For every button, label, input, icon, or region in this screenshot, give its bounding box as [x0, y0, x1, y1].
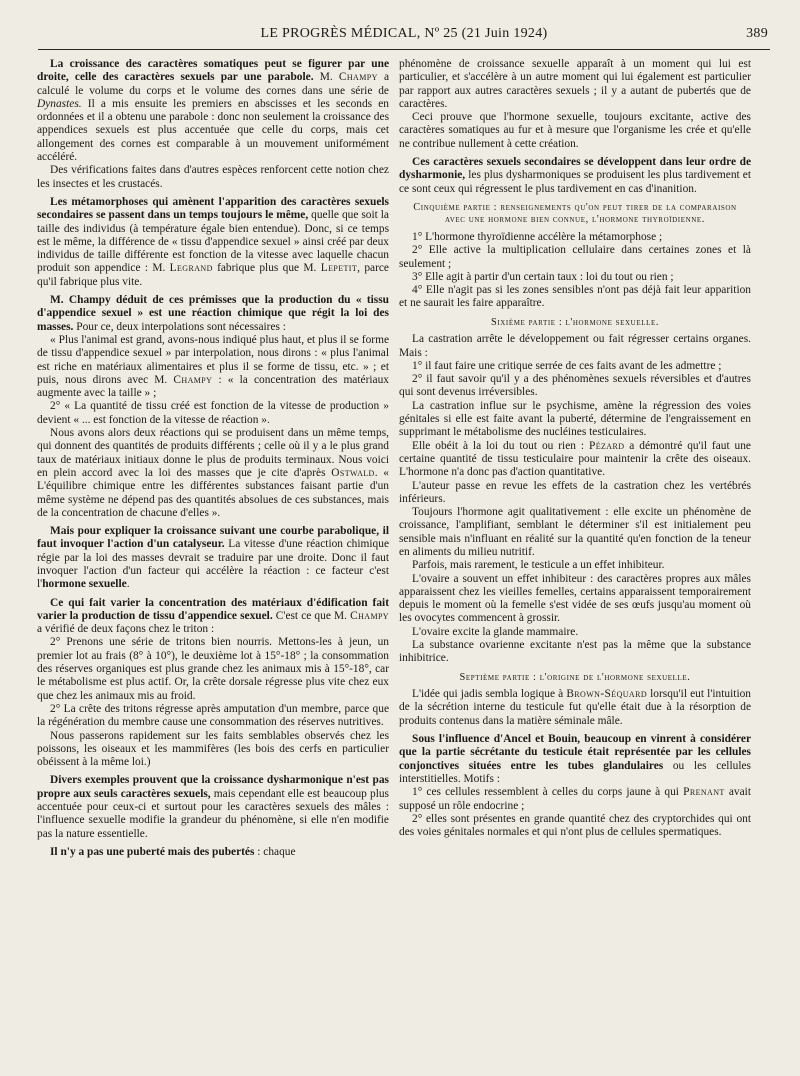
list-item: 2° elles sont présentes en grande quantité chez des cryptorchides qui ont des voies génitales normales et qui n'ont plus de cellules spermatiques. — [399, 812, 751, 839]
list-item: 4° Elle n'agit pas si les zones sensibles n'ont pas déjà fait leur apparition et ne saurait les faire apparaître. — [399, 284, 751, 310]
paragraph: 2° « La quantité de tissu créé est fonction de la vitesse de production » devient « ... est fonction de la vitesse de réaction ». — [37, 400, 389, 426]
section-heading: Sixième partie : l'hormone sexuelle. — [490, 316, 660, 328]
left-column — [37, 58, 389, 859]
paragraph: Sous l'influence d'Ancel et Bouin, beaucoup en vinrent à considérer que la partie sécrétante du testicule était représentée par les cellules conjonctives situées entre les tubes glandulaires ou les cellules interstitielles. Motifs : — [399, 733, 751, 785]
list-item: 1° L'hormone thyroïdienne accélère la métamorphose ; — [412, 230, 663, 243]
paragraph: Les métamorphoses qui amènent l'apparition des caractères sexuels secondaires se passent dans un temps toujours le même, quelle que soit la taille des individus (à température égale bien entendue). Donc, si ce temps est le même, la différence de « tissu d'appendice sexuel » ainsi créé par deux individus de taille différente est fonction de la vitesse avec laquelle chacun produit son appendice : M. Legrand fabrique plus que M. Lepetit, parce qu'il fabrique plus vite. — [37, 195, 389, 288]
paragraph: La castration influe sur le psychisme, amène la régression des voies génitales si elle est faite avant la puberté, détermine de l'engraissement en supprimant le métabolisme des nucléines testiculaires. — [399, 399, 751, 439]
paragraph: Nous passerons rapidement sur les faits semblables observés chez les poissons, les oiseaux et les mammifères (les bois des cerfs en particulier obéissent à la même loi.) — [37, 729, 389, 769]
paragraph: L'auteur passe en revue les effets de la castration chez les vertébrés inférieurs. — [399, 479, 751, 505]
paragraph: Elle obéit à la loi du tout ou rien : Pézard a démontré qu'il faut une certaine quantité de tissu testiculaire pour maintenir la crête des oiseaux. L'hormone n'a donc pas d'action quantitative. — [399, 439, 751, 479]
paragraph: L'ovaire excite la glande mammaire. — [412, 625, 579, 638]
paragraph: La castration arrête le développement ou fait régresser certains organes. Mais : — [399, 333, 751, 359]
section-heading: Septième partie : l'origine de l'hormone sexuelle. — [459, 671, 691, 683]
running-header — [38, 26, 770, 46]
paragraph: 2° Prenons une série de tritons bien nourris. Mettons-les à jeun, un premier lot au frais (8° à 10°), le deuxième lot à 15°-18° ; la consommation des réserves organiques est plus grande chez les animaux mis à 15°-18°, car le métabolisme est plus actif. Or, la crête dorsale régresse plus vite chez eux que chez les animaux mis au froid. — [37, 636, 389, 702]
paragraph: Ce qui fait varier la concentration des matériaux d'édification fait varier la production de tissu d'appendice sexuel. C'est ce que M. Champy a vérifié de deux façons chez le triton : — [37, 596, 389, 636]
paragraph: M. Champy déduit de ces prémisses que la production du « tissu d'appendice sexuel » est une réaction chimique que régit la loi des masses. Pour ce, deux interpolations sont nécessaires : — [37, 294, 389, 333]
list-item: 1° il faut faire une critique serrée de ces faits avant de les admettre ; — [412, 359, 722, 372]
list-item: 3° Elle agit à partir d'un certain taux : loi du tout ou rien ; — [412, 270, 674, 283]
paragraph: La croissance des caractères somatiques peut se figurer par une droite, celle des caractères sexuels par une parabole. M. Champy a calculé le volume du corps et le volume des cornes dans une série de Dynastes. Il a mis ensuite les premiers en abscisses et les seconds en ordonnées et il a obtenu une parabole : donc non seulement la croissance des appendices sexuels est plus accentuée que celle du corps, mais cet allongement des cornes est comparable à un mouvement uniformément accéléré. — [37, 58, 389, 164]
header-rule — [38, 49, 770, 50]
page-number: 389 — [746, 26, 768, 41]
paragraph: Parfois, mais rarement, le testicule a un effet inhibiteur. — [412, 559, 665, 572]
paragraph: Mais pour expliquer la croissance suivant une courbe parabolique, il faut invoquer l'action d'un catalyseur. La vitesse d'une réaction chimique régie par la loi des masses devrait se traduire par une droite. Donc il faut invoquer l'action d'un facteur qui accélère la réaction : ce facteur c'est l'hormone sexuelle. — [37, 525, 390, 591]
paragraph: Il n'y a pas une puberté mais des pubertés : chaque — [50, 845, 296, 858]
paragraph: Ces caractères sexuels secondaires se développent dans leur ordre de dysharmonie, les plus dysharmoniques se produisent les plus tardivement et ce sont ceux qui régressent le plus tardivement en cas d'inanition. — [399, 156, 751, 195]
right-column — [399, 58, 751, 839]
paragraph: phénomène de croissance sexuelle apparaît à un moment qui lui est particulier, et s'accélère à un autre moment qui lui également est particulier par rapport aux autres caractères sexuels ; il y a autant de pubertés que de caractères. — [399, 58, 751, 110]
list-item: 1° ces cellules ressemblent à celles du corps jaune à qui Prenant avait supposé un rôle endocrine ; — [399, 786, 752, 812]
paragraph: La substance ovarienne excitante n'est pas la même que la substance inhibitrice. — [399, 639, 751, 665]
list-item: 2° Elle active la multiplication cellulaire dans certaines zones et là seulement ; — [399, 244, 751, 270]
list-item: 2° il faut savoir qu'il y a des phénomènes sexuels réversibles et d'autres qui sont devenus irréversibles. — [399, 373, 751, 399]
section-heading: Cinquième partie : renseignements qu'on peut tirer de la comparaison avec une hormone bien connue, l'hormone thyroïdienne. — [413, 201, 737, 226]
paragraph: Divers exemples prouvent que la croissance dysharmonique n'est pas propre aux seuls caractères sexuels, mais cependant elle est beaucoup plus accentuée pour ceux-ci et surtout pour les caractères sexuels des mâles : l'influence sexuelle modifie la grandeur du phénomène, si elle n'en modifie pas la nature essentielle. — [37, 774, 389, 840]
paragraph: Des vérifications faites dans d'autres espèces renforcent cette notion chez les insectes et les crustacés. — [37, 164, 389, 190]
paragraph: L'idée qui jadis sembla logique à Brown-Séquard lorsqu'il eut l'intuition de la sécrétion interne du testicule fut qu'elle était due à la résorption de produits contenus dans la matière séminale mâle. — [399, 688, 751, 727]
paragraph: Ceci prouve que l'hormone sexuelle, toujours excitante, active des caractères somatiques au fur et à mesure que l'organisme les crée et qu'elle ne contribue nullement à cette création. — [399, 111, 751, 150]
paragraph: 2° La crête des tritons régresse après amputation d'un membre, parce que la régénération du membre cause une consommation des réserves nutritives. — [37, 702, 389, 729]
journal-title: LE PROGRÈS MÉDICAL, Nº 25 (21 Juin 1924) — [260, 26, 548, 41]
paragraph: « Plus l'animal est grand, avons-nous indiqué plus haut, et plus il se forme de tissu d'appendice sexuel » par interpolation, nous dirons : « plus l'animal est riche en matériaux alimentaires et plus il se forme de tissu, etc. » ; et puis, nous dirons avec M. Champy : « la concentration des matériaux augmente avec la taille » ; — [37, 333, 389, 400]
paragraph: Nous avons alors deux réactions qui se produisent dans un même temps, qui donnent des quantités de produits différents ; celle où il y a le plus grand taux de matériaux initiaux donne le plus de produits terminaux. Nous voici en plein accord avec la loi des masses que je cite d'après Ostwald. « L'équilibre chimique entre les différentes substances faisant partie d'un même système ne dépend pas des quantités absolues de ces substances, mais de la concentration de chacune d'elles ». — [37, 427, 390, 519]
paragraph: L'ovaire a souvent un effet inhibiteur : des caractères propres aux mâles apparaissent chez les vieilles femelles, certains apparaissent temporairement depuis le moment où la femelle s'est vidée de ses œufs jusqu'au moment où les ovocytes commencent à grossir. — [399, 572, 751, 625]
paragraph: Toujours l'hormone agit qualitativement : elle excite un phénomène de croissance, l'amplifiant, semblant le déterminer s'il est initialement peu sensible mais n'influant en réalité sur la quantité qu'en fonction de la teneur en aliments du milieu nutritif. — [399, 506, 751, 558]
